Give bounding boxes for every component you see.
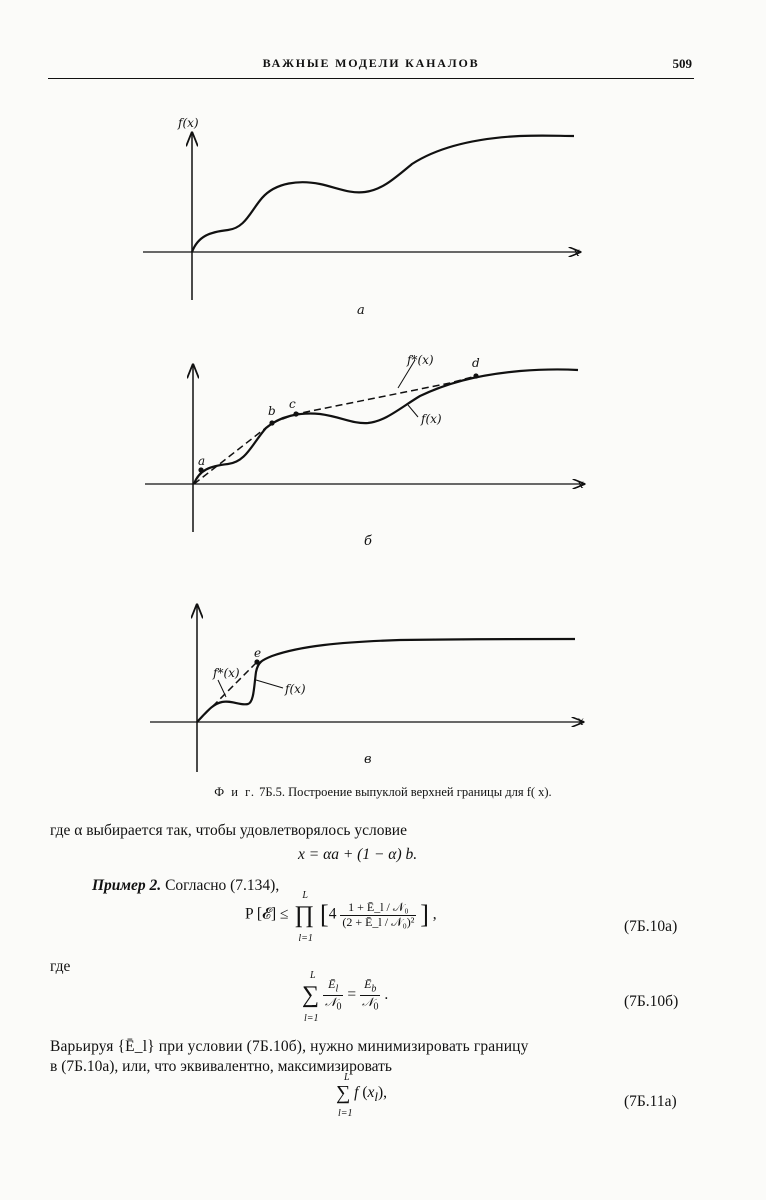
- fig-b-point-c: [293, 411, 298, 416]
- fig-c-leader-f: [256, 680, 283, 688]
- eq-10a-numerator: 1 + Ē_l / 𝒩₀: [340, 901, 416, 916]
- fig-b-label-c: c: [289, 397, 296, 411]
- product-operator: L ∏ l=1: [294, 889, 315, 944]
- body-line-alpha: где α выбирается так, чтобы удовлетворялось условие: [50, 822, 407, 839]
- fig-c-sublabel: в: [364, 752, 372, 767]
- fig-b-point-d: [473, 373, 478, 378]
- fig-a-x-label: x: [573, 245, 580, 259]
- fig-b-point-a: [198, 467, 203, 472]
- fig-c-x-label: x: [577, 714, 584, 728]
- fig-c-label-f: f(x): [285, 682, 306, 696]
- fig-b-x-label: x: [577, 477, 584, 491]
- fig-b-point-b: [269, 420, 274, 425]
- fig-b-label-a: a: [198, 454, 206, 468]
- fig-b-label-fstar: f*(x): [407, 353, 434, 367]
- fig-c-leader-star: [218, 680, 226, 697]
- figure-c: [150, 605, 584, 772]
- eq-label-7b10b: (7Б.10б): [624, 993, 679, 1010]
- caption-fig-word: Ф и г.: [214, 785, 256, 799]
- equation-7b10a: P [𝓔] ≤ L ∏ l=1 [4 $\frac{\text{1 + Ē\_l / 𝒩₀}}{\text{(2 + Ē\_l / 𝒩₀)²}}$ ] ,: [245, 889, 437, 944]
- example-text: Согласно (7.134),: [165, 877, 280, 894]
- figure-b: [145, 353, 584, 549]
- eq-10a-fraction: [340, 901, 416, 930]
- fig-b-label-b: b: [268, 404, 276, 418]
- figure-caption: [0, 785, 766, 800]
- equation-alpha: x = αa + (1 − α) b.: [298, 846, 418, 863]
- fig-c-label-fstar: f*(x): [213, 666, 240, 680]
- eq-label-7b11a: (7Б.11а): [624, 1093, 677, 1110]
- eq-10a-denominator: (2 + Ē_l / 𝒩₀)²: [342, 914, 415, 929]
- fig-b-label-f: f(x): [421, 412, 442, 426]
- sum-operator: L ∑ l=1: [302, 969, 320, 1024]
- eq-label-7b10a: (7Б.10а): [624, 918, 678, 935]
- fig-a-sublabel: а: [357, 303, 365, 318]
- figure-a: [143, 116, 580, 318]
- page-number: 509: [672, 56, 692, 71]
- fig-b-label-d: d: [472, 356, 480, 370]
- fig-a-y-label: f(x): [178, 116, 199, 130]
- fig-b-leader-f: [408, 405, 418, 417]
- equation-7b10b: L ∑ l=1 $\frac{Ē_l}{𝒩_0}$ = $\frac{Ē_b}{𝒩_0}$ .: [302, 969, 389, 1024]
- where-word: где: [50, 958, 71, 975]
- fig-c-point-e: [254, 659, 259, 664]
- fig-b-sublabel: б: [364, 534, 372, 549]
- eq-10a-left: P [𝓔] ≤: [245, 905, 289, 923]
- sum-operator-2: L ∑ l=1: [336, 1072, 353, 1119]
- fig-b-curve: [194, 369, 578, 484]
- paragraph-line-2: в (7Б.10а), или, что эквивалентно, максимизировать: [50, 1058, 392, 1075]
- fig-c-label-e: e: [254, 646, 262, 660]
- running-title: ВАЖНЫЕ МОДЕЛИ КАНАЛОВ: [262, 56, 480, 70]
- example-label: Пример 2.: [92, 877, 162, 894]
- paragraph-line-1: Варьируя {Ē_l} при условии (7Б.10б), нужно минимизировать границу: [50, 1038, 529, 1055]
- caption-fig-number: 7Б.5.: [259, 785, 286, 799]
- equation-7b11a: L ∑ l=1 f $(x_l)$,: [336, 1072, 388, 1119]
- caption-text: Построение выпуклой верхней границы для f( x).: [288, 785, 552, 799]
- example-paragraph: [92, 877, 279, 895]
- fig-a-curve: [192, 136, 574, 252]
- fig-b-hull-dashed: [194, 376, 476, 484]
